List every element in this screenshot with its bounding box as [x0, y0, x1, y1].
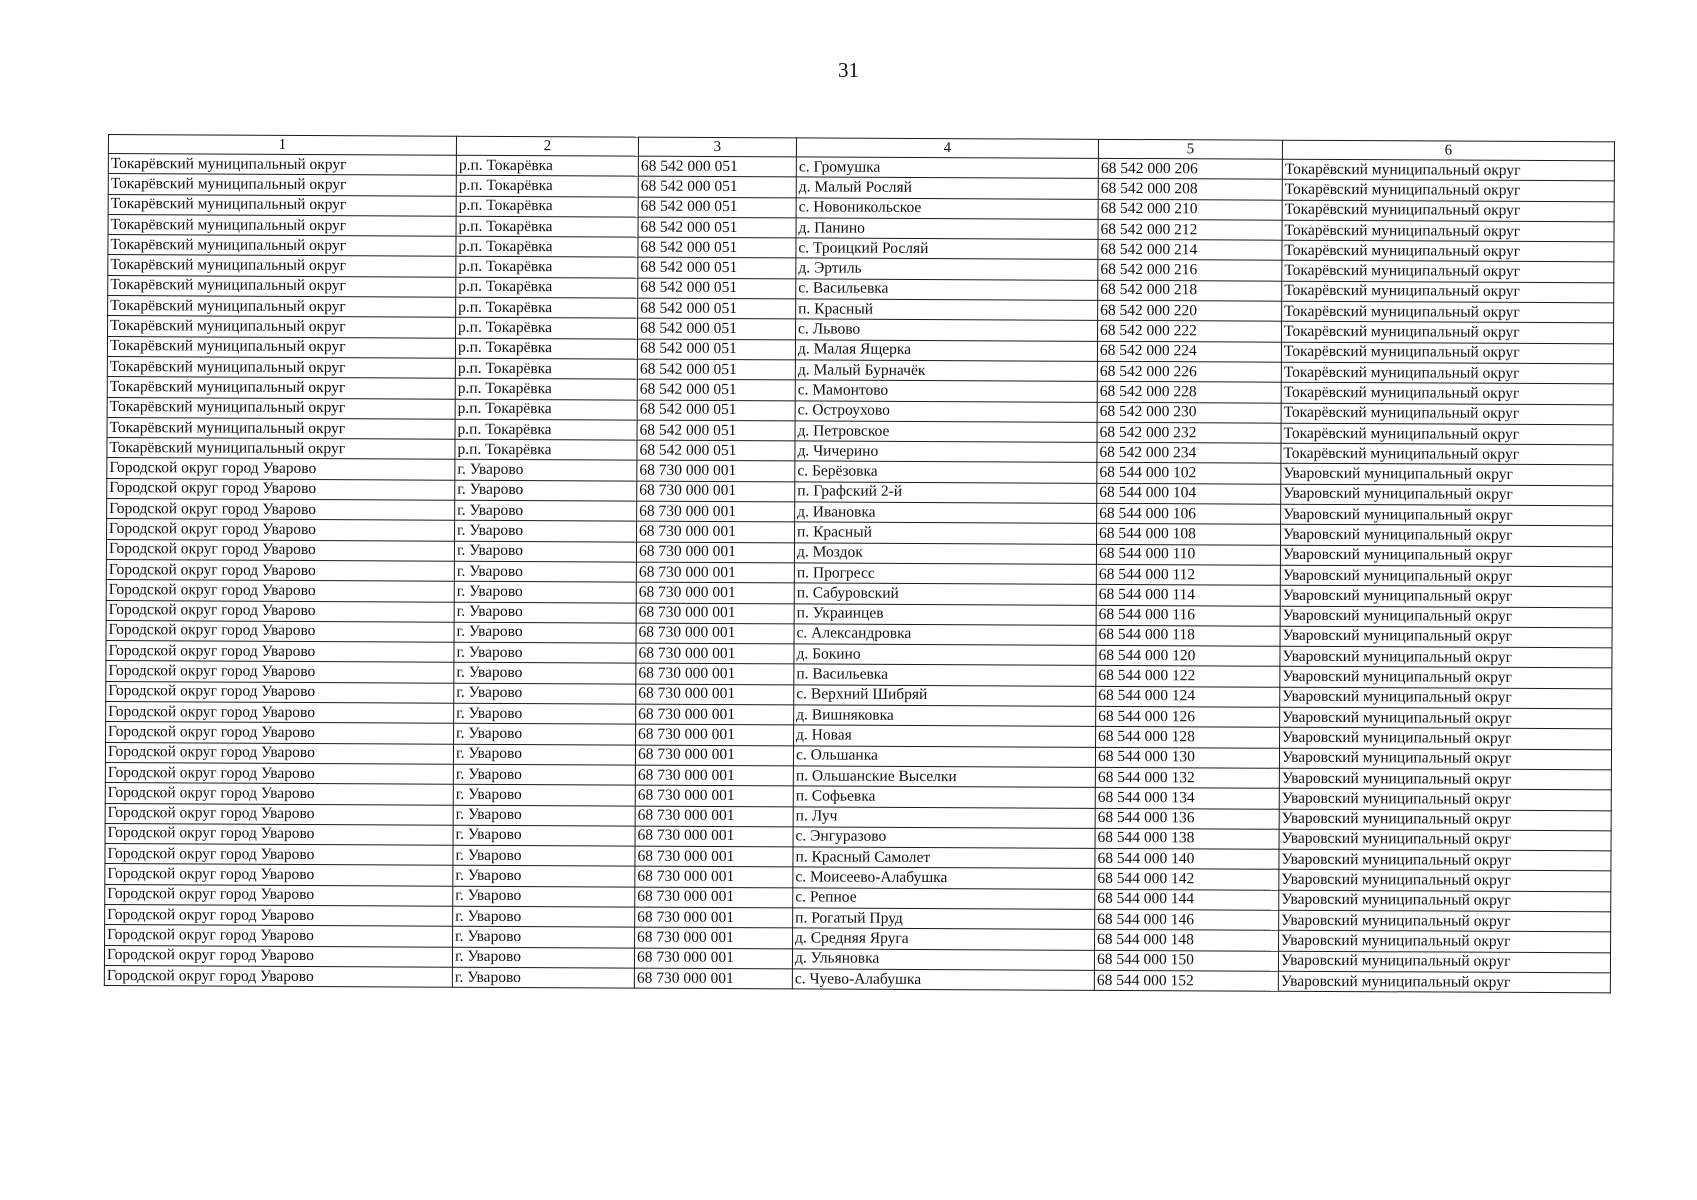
admin-center-cell: г. Уварово	[454, 703, 636, 724]
settlement-code-cell: 68 544 000 118	[1096, 625, 1280, 646]
center-code-cell: 68 542 000 051	[638, 298, 796, 319]
admin-center-cell: г. Уварово	[455, 460, 637, 481]
settlement-cell: п. Сабуровский	[794, 583, 1096, 605]
district-cell: Токарёвский муниципальный округ	[107, 397, 455, 419]
new-district-cell: Уваровский муниципальный округ	[1279, 849, 1611, 871]
new-district-cell: Уваровский муниципальный округ	[1278, 971, 1610, 993]
new-district-cell: Уваровский муниципальный округ	[1281, 504, 1613, 526]
settlement-cell: п. Прогресс	[794, 563, 1096, 585]
district-cell: Городской округ город Уварово	[106, 580, 454, 602]
admin-center-cell: г. Уварово	[455, 500, 637, 521]
settlement-code-cell: 68 544 000 130	[1095, 747, 1279, 768]
district-cell: Токарёвский муниципальный округ	[108, 275, 456, 297]
admin-center-cell: р.п. Токарёвка	[456, 216, 638, 237]
district-cell: Городской округ город Уварово	[106, 559, 454, 581]
center-code-cell: 68 542 000 051	[638, 176, 796, 197]
district-cell: Токарёвский муниципальный округ	[108, 255, 456, 277]
district-cell: Токарёвский муниципальный округ	[108, 154, 456, 176]
new-district-cell: Уваровский муниципальный округ	[1280, 545, 1612, 567]
settlement-code-cell: 68 542 000 226	[1097, 361, 1281, 382]
new-district-cell: Уваровский муниципальный округ	[1280, 667, 1612, 689]
admin-center-cell: г. Уварово	[453, 845, 635, 866]
new-district-cell: Уваровский муниципальный округ	[1279, 829, 1611, 851]
new-district-cell: Токарёвский муниципальный округ	[1282, 261, 1614, 283]
settlement-code-cell: 68 542 000 220	[1098, 300, 1282, 321]
center-code-cell: 68 730 000 001	[635, 846, 793, 867]
admin-center-cell: р.п. Токарёвка	[456, 175, 638, 196]
settlement-code-cell: 68 544 000 132	[1095, 767, 1279, 788]
new-district-cell: Уваровский муниципальный округ	[1280, 687, 1612, 709]
district-cell: Городской округ город Уварово	[105, 762, 453, 784]
new-district-cell: Уваровский муниципальный округ	[1278, 951, 1610, 973]
district-cell: Токарёвский муниципальный округ	[107, 356, 455, 378]
settlement-cell: п. Васильевка	[794, 664, 1096, 686]
center-code-cell: 68 730 000 001	[635, 866, 793, 887]
district-cell: Городской округ город Уварово	[107, 458, 455, 480]
new-district-cell: Токарёвский муниципальный округ	[1282, 180, 1614, 202]
column-header: 1	[108, 135, 456, 156]
admin-center-cell: г. Уварово	[454, 581, 636, 602]
center-code-cell: 68 542 000 051	[638, 278, 796, 299]
settlement-cell: д. Чичерино	[795, 441, 1097, 463]
admin-center-cell: р.п. Токарёвка	[456, 297, 638, 318]
settlement-code-cell: 68 542 000 232	[1097, 422, 1281, 443]
settlement-cell: с. Остроухово	[795, 400, 1097, 422]
district-cell: Токарёвский муниципальный округ	[108, 194, 456, 216]
settlement-code-cell: 68 544 000 128	[1096, 727, 1280, 748]
center-code-cell: 68 542 000 051	[638, 156, 796, 177]
settlement-code-cell: 68 544 000 110	[1096, 544, 1280, 565]
settlement-cell: п. Софьевка	[793, 786, 1095, 808]
center-code-cell: 68 730 000 001	[634, 968, 792, 989]
district-cell: Токарёвский муниципальный округ	[108, 235, 456, 257]
column-header: 3	[638, 137, 796, 157]
new-district-cell: Токарёвский муниципальный округ	[1282, 200, 1614, 222]
settlement-code-cell: 68 544 000 124	[1096, 686, 1280, 707]
settlement-cell: д. Петровское	[795, 421, 1097, 443]
settlement-code-cell: 68 544 000 116	[1096, 605, 1280, 626]
settlement-cell: п. Красный	[796, 299, 1098, 321]
new-district-cell: Уваровский муниципальный округ	[1279, 931, 1611, 953]
new-district-cell: Токарёвский муниципальный округ	[1281, 403, 1613, 425]
district-cell: Городской округ город Уварово	[105, 803, 453, 825]
new-district-cell: Токарёвский муниципальный округ	[1281, 443, 1613, 465]
new-district-cell: Уваровский муниципальный округ	[1279, 910, 1611, 932]
settlement-code-cell: 68 544 000 106	[1097, 503, 1281, 524]
center-code-cell: 68 542 000 051	[637, 420, 795, 441]
new-district-cell: Уваровский муниципальный округ	[1281, 484, 1613, 506]
settlement-cell: д. Панино	[796, 218, 1098, 240]
column-header: 6	[1282, 140, 1614, 161]
center-code-cell: 68 730 000 001	[634, 948, 792, 969]
new-district-cell: Уваровский муниципальный округ	[1280, 606, 1612, 628]
settlement-code-cell: 68 544 000 150	[1094, 950, 1278, 971]
settlement-code-cell: 68 544 000 146	[1095, 909, 1279, 930]
settlement-cell: с. Чуево-Алабушка	[792, 969, 1094, 991]
settlement-code-cell: 68 542 000 212	[1098, 219, 1282, 240]
center-code-cell: 68 730 000 001	[637, 521, 795, 542]
settlement-code-cell: 68 542 000 228	[1097, 382, 1281, 403]
center-code-cell: 68 730 000 001	[635, 927, 793, 948]
new-district-cell: Уваровский муниципальный округ	[1281, 525, 1613, 547]
new-district-cell: Уваровский муниципальный округ	[1279, 748, 1611, 770]
admin-center-cell: р.п. Токарёвка	[455, 439, 637, 460]
new-district-cell: Токарёвский муниципальный округ	[1282, 220, 1614, 242]
district-cell: Городской округ город Уварово	[104, 965, 452, 987]
settlement-cell: с. Репное	[793, 888, 1095, 910]
center-code-cell: 68 542 000 051	[638, 237, 796, 258]
new-district-cell: Токарёвский муниципальный округ	[1281, 383, 1613, 405]
district-cell: Городской округ город Уварово	[105, 844, 453, 866]
settlement-cell: п. Луч	[793, 806, 1095, 828]
district-cell: Городской округ город Уварово	[104, 945, 452, 967]
settlement-cell: п. Графский 2-й	[795, 482, 1097, 504]
table-body	[104, 154, 1614, 994]
settlement-cell: с. Новоникольское	[796, 197, 1098, 219]
new-district-cell: Токарёвский муниципальный округ	[1282, 301, 1614, 323]
settlement-code-cell: 68 544 000 142	[1095, 869, 1279, 890]
admin-center-cell: г. Уварово	[452, 947, 634, 968]
district-cell: Токарёвский муниципальный округ	[107, 417, 455, 439]
district-cell: Городской округ город Уварово	[106, 539, 454, 561]
center-code-cell: 68 542 000 051	[638, 258, 796, 279]
page-number: 31	[838, 58, 859, 82]
column-header: 5	[1098, 139, 1282, 159]
settlement-cell: с. Берёзовка	[795, 461, 1097, 483]
center-code-cell: 68 730 000 001	[635, 806, 793, 827]
center-code-cell: 68 542 000 051	[637, 339, 795, 360]
settlement-cell: д. Бокино	[794, 644, 1096, 666]
settlement-code-cell: 68 544 000 148	[1095, 930, 1279, 951]
settlement-cell: д. Малый Бурначёк	[795, 360, 1097, 382]
center-code-cell: 68 730 000 001	[635, 826, 793, 847]
settlement-code-cell: 68 544 000 122	[1096, 666, 1280, 687]
settlement-code-cell: 68 544 000 126	[1096, 706, 1280, 727]
admin-center-cell: р.п. Токарёвка	[456, 277, 638, 298]
new-district-cell: Токарёвский муниципальный округ	[1281, 322, 1613, 344]
center-code-cell: 68 730 000 001	[636, 684, 794, 705]
center-code-cell: 68 730 000 001	[635, 765, 793, 786]
settlement-code-cell: 68 544 000 104	[1097, 483, 1281, 504]
column-header: 4	[796, 138, 1098, 158]
center-code-cell: 68 730 000 001	[637, 501, 795, 522]
district-cell: Городской округ город Уварово	[106, 661, 454, 683]
settlement-code-cell: 68 544 000 114	[1096, 585, 1280, 606]
center-code-cell: 68 542 000 051	[638, 197, 796, 218]
center-code-cell: 68 542 000 051	[638, 318, 796, 339]
settlement-cell: д. Моздок	[794, 543, 1096, 565]
settlement-cell: д. Ульяновка	[792, 948, 1094, 970]
settlement-cell: с. Троицкий Росляй	[796, 238, 1098, 260]
admin-center-cell: г. Уварово	[453, 764, 635, 785]
new-district-cell: Уваровский муниципальный округ	[1279, 870, 1611, 892]
new-district-cell: Токарёвский муниципальный округ	[1282, 281, 1614, 303]
center-code-cell: 68 730 000 001	[636, 704, 794, 725]
admin-center-cell: г. Уварово	[453, 906, 635, 927]
admin-center-cell: г. Уварово	[455, 521, 637, 542]
admin-center-cell: г. Уварово	[452, 967, 634, 988]
district-cell: Токарёвский муниципальный округ	[107, 336, 455, 358]
district-cell: Токарёвский муниципальный округ	[108, 214, 456, 236]
settlement-code-cell: 68 544 000 152	[1094, 970, 1278, 991]
settlement-code-cell: 68 542 000 230	[1097, 402, 1281, 423]
settlement-code-cell: 68 544 000 102	[1097, 463, 1281, 484]
admin-center-cell: г. Уварово	[453, 744, 635, 765]
admin-center-cell: г. Уварово	[454, 541, 636, 562]
admin-center-cell: р.п. Токарёвка	[456, 196, 638, 217]
center-code-cell: 68 542 000 051	[637, 400, 795, 421]
center-code-cell: 68 542 000 051	[637, 440, 795, 461]
settlement-code-cell: 68 544 000 138	[1095, 828, 1279, 849]
settlement-code-cell: 68 544 000 144	[1095, 889, 1279, 910]
settlement-code-cell: 68 544 000 120	[1096, 645, 1280, 666]
district-cell: Городской округ город Уварово	[105, 904, 453, 926]
new-district-cell: Уваровский муниципальный округ	[1280, 585, 1612, 607]
admin-center-cell: г. Уварово	[454, 683, 636, 704]
district-cell: Городской округ город Уварово	[107, 478, 455, 500]
center-code-cell: 68 730 000 001	[636, 724, 794, 745]
district-cell: Городской округ город Уварово	[105, 864, 453, 886]
new-district-cell: Токарёвский муниципальный округ	[1281, 362, 1613, 384]
settlement-code-cell: 68 544 000 136	[1095, 808, 1279, 829]
settlement-cell: п. Ольшанские Выселки	[793, 766, 1095, 788]
admin-center-cell: р.п. Токарёвка	[455, 378, 637, 399]
district-cell: Токарёвский муниципальный округ	[108, 296, 456, 318]
admin-center-cell: р.п. Токарёвка	[456, 257, 638, 278]
center-code-cell: 68 730 000 001	[635, 907, 793, 928]
district-cell: Городской округ город Уварово	[105, 925, 453, 947]
center-code-cell: 68 730 000 001	[636, 562, 794, 583]
settlement-cell: д. Вишняковка	[794, 705, 1096, 727]
municipal-codes-table	[104, 134, 1615, 994]
district-cell: Городской округ город Уварово	[106, 641, 454, 663]
admin-center-cell: г. Уварово	[455, 480, 637, 501]
settlement-cell: с. Львово	[796, 319, 1098, 341]
admin-center-cell: р.п. Токарёвка	[456, 155, 638, 176]
center-code-cell: 68 542 000 051	[637, 359, 795, 380]
settlement-cell: с. Ольшанка	[793, 745, 1095, 767]
center-code-cell: 68 730 000 001	[636, 603, 794, 624]
settlement-cell: д. Средняя Яруга	[793, 928, 1095, 950]
district-cell: Городской округ город Уварово	[106, 600, 454, 622]
settlement-cell: п. Красный	[795, 522, 1097, 544]
new-district-cell: Токарёвский муниципальный округ	[1282, 159, 1614, 181]
settlement-cell: с. Васильевка	[796, 279, 1098, 301]
district-cell: Городской округ город Уварово	[107, 519, 455, 541]
settlement-cell: с. Энгуразово	[793, 827, 1095, 849]
settlement-cell: с. Моисеево-Алабушка	[793, 867, 1095, 889]
admin-center-cell: г. Уварово	[454, 642, 636, 663]
settlement-code-cell: 68 544 000 134	[1095, 788, 1279, 809]
center-code-cell: 68 730 000 001	[636, 623, 794, 644]
center-code-cell: 68 730 000 001	[635, 887, 793, 908]
district-cell: Городской округ город Уварово	[105, 742, 453, 764]
admin-center-cell: р.п. Токарёвка	[456, 318, 638, 339]
new-district-cell: Уваровский муниципальный округ	[1280, 646, 1612, 668]
settlement-cell: д. Эртиль	[796, 258, 1098, 280]
center-code-cell: 68 730 000 001	[637, 481, 795, 502]
center-code-cell: 68 730 000 001	[636, 643, 794, 664]
admin-center-cell: г. Уварово	[454, 561, 636, 582]
settlement-cell: п. Красный Самолет	[793, 847, 1095, 869]
center-code-cell: 68 730 000 001	[636, 664, 794, 685]
admin-center-cell: р.п. Токарёвка	[455, 358, 637, 379]
admin-center-cell: г. Уварово	[454, 724, 636, 745]
settlement-cell: с. Мамонтово	[795, 380, 1097, 402]
new-district-cell: Уваровский муниципальный округ	[1279, 890, 1611, 912]
new-district-cell: Уваровский муниципальный округ	[1279, 768, 1611, 790]
new-district-cell: Уваровский муниципальный округ	[1280, 707, 1612, 729]
settlement-cell: с. Александровка	[794, 624, 1096, 646]
admin-center-cell: г. Уварово	[453, 784, 635, 805]
admin-center-cell: г. Уварово	[453, 886, 635, 907]
district-cell: Городской округ город Уварово	[106, 620, 454, 642]
admin-center-cell: р.п. Токарёвка	[455, 338, 637, 359]
settlement-cell: с. Верхний Шибряй	[794, 685, 1096, 707]
district-cell: Токарёвский муниципальный округ	[107, 377, 455, 399]
settlement-cell: с. Громушка	[796, 157, 1098, 179]
admin-center-cell: г. Уварово	[454, 622, 636, 643]
district-cell: Городской округ город Уварово	[105, 783, 453, 805]
new-district-cell: Уваровский муниципальный округ	[1279, 788, 1611, 810]
district-cell: Городской округ город Уварово	[106, 722, 454, 744]
new-district-cell: Уваровский муниципальный округ	[1280, 626, 1612, 648]
settlement-code-cell: 68 542 000 218	[1098, 280, 1282, 301]
admin-center-cell: г. Уварово	[454, 663, 636, 684]
new-district-cell: Токарёвский муниципальный округ	[1281, 423, 1613, 445]
settlement-code-cell: 68 542 000 216	[1098, 260, 1282, 281]
admin-center-cell: г. Уварово	[453, 926, 635, 947]
new-district-cell: Уваровский муниципальный округ	[1280, 728, 1612, 750]
admin-center-cell: г. Уварово	[453, 825, 635, 846]
settlement-cell: д. Малая Ящерка	[795, 340, 1097, 362]
district-cell: Городской округ город Уварово	[106, 681, 454, 703]
settlement-cell: д. Новая	[794, 725, 1096, 747]
admin-center-cell: г. Уварово	[453, 805, 635, 826]
column-header: 2	[456, 136, 638, 156]
district-cell: Токарёвский муниципальный округ	[108, 174, 456, 196]
district-cell: Городской округ город Уварово	[107, 499, 455, 521]
admin-center-cell: г. Уварово	[453, 866, 635, 887]
new-district-cell: Токарёвский муниципальный округ	[1281, 342, 1613, 364]
settlement-cell: д. Малый Росляй	[796, 177, 1098, 199]
center-code-cell: 68 542 000 051	[638, 217, 796, 238]
new-district-cell: Токарёвский муниципальный округ	[1282, 240, 1614, 262]
settlement-cell: п. Украинцев	[794, 603, 1096, 625]
district-cell: Токарёвский муниципальный округ	[107, 438, 455, 460]
settlement-code-cell: 68 544 000 108	[1097, 524, 1281, 545]
district-cell: Токарёвский муниципальный округ	[108, 316, 456, 338]
district-cell: Городской округ город Уварово	[106, 702, 454, 724]
new-district-cell: Уваровский муниципальный округ	[1280, 565, 1612, 587]
center-code-cell: 68 542 000 051	[637, 379, 795, 400]
district-cell: Городской округ город Уварово	[105, 823, 453, 845]
settlement-code-cell: 68 544 000 112	[1096, 564, 1280, 585]
settlement-cell: п. Рогатый Пруд	[793, 908, 1095, 930]
center-code-cell: 68 730 000 001	[636, 542, 794, 563]
settlement-code-cell: 68 542 000 224	[1097, 341, 1281, 362]
center-code-cell: 68 730 000 001	[635, 745, 793, 766]
settlement-code-cell: 68 542 000 222	[1098, 321, 1282, 342]
district-cell: Городской округ город Уварово	[105, 884, 453, 906]
settlement-code-cell: 68 544 000 140	[1095, 848, 1279, 869]
admin-center-cell: р.п. Токарёвка	[455, 399, 637, 420]
settlement-code-cell: 68 542 000 210	[1098, 199, 1282, 220]
center-code-cell: 68 730 000 001	[637, 461, 795, 482]
new-district-cell: Уваровский муниципальный округ	[1281, 464, 1613, 486]
settlement-code-cell: 68 542 000 208	[1098, 179, 1282, 200]
admin-center-cell: г. Уварово	[454, 602, 636, 623]
center-code-cell: 68 730 000 001	[636, 582, 794, 603]
settlement-code-cell: 68 542 000 234	[1097, 442, 1281, 463]
settlement-code-cell: 68 542 000 206	[1098, 158, 1282, 179]
center-code-cell: 68 730 000 001	[635, 785, 793, 806]
settlement-cell: д. Ивановка	[795, 502, 1097, 524]
admin-center-cell: р.п. Токарёвка	[456, 236, 638, 257]
settlement-code-cell: 68 542 000 214	[1098, 240, 1282, 261]
new-district-cell: Уваровский муниципальный округ	[1279, 809, 1611, 831]
admin-center-cell: р.п. Токарёвка	[455, 419, 637, 440]
